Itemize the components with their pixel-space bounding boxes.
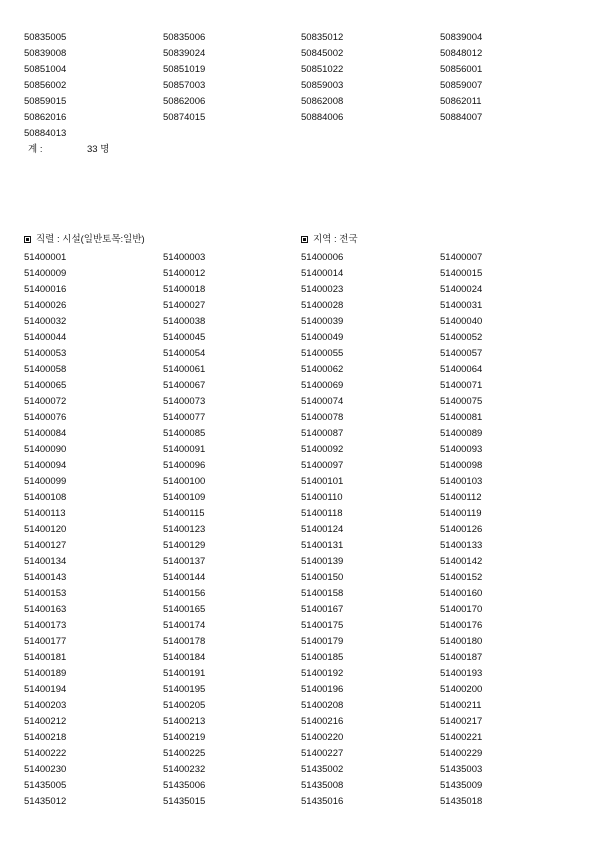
- id-cell: 50856002: [24, 80, 67, 91]
- total-label: 계 :: [28, 144, 43, 155]
- id-cell: 51400129: [163, 540, 206, 551]
- id-cell: 51400075: [440, 396, 483, 407]
- id-cell: 51435012: [24, 796, 67, 807]
- id-cell: 50884013: [24, 128, 67, 139]
- id-cell: 51400173: [24, 620, 67, 631]
- id-cell: 51400203: [24, 700, 67, 711]
- id-cell: 51400089: [440, 428, 483, 439]
- id-cell: 51400045: [163, 332, 206, 343]
- job-category-label: 직렬 : 시설(일반토목:일반): [36, 234, 145, 245]
- id-cell: 51400039: [301, 316, 344, 327]
- id-cell: 51400181: [24, 652, 67, 663]
- id-cell: 51400213: [163, 716, 206, 727]
- id-cell: 51400143: [24, 572, 67, 583]
- id-cell: 51400072: [24, 396, 67, 407]
- id-cell: 51400053: [24, 348, 67, 359]
- id-cell: 51400163: [24, 604, 67, 615]
- id-cell: 51400101: [301, 476, 344, 487]
- id-cell: 51435015: [163, 796, 206, 807]
- id-cell: 51400118: [301, 508, 343, 519]
- id-cell: 51400003: [163, 252, 206, 263]
- id-cell: 51400185: [301, 652, 344, 663]
- id-cell: 51400142: [440, 556, 483, 567]
- id-cell: 51400098: [440, 460, 483, 471]
- id-cell: 51400057: [440, 348, 483, 359]
- id-cell: 51400126: [440, 524, 483, 535]
- id-cell: 51400115: [163, 508, 205, 519]
- id-cell: 51400006: [301, 252, 344, 263]
- id-cell: 51400180: [440, 636, 483, 647]
- id-cell: 50839004: [440, 32, 483, 43]
- square-bullet-icon: [301, 236, 308, 243]
- id-cell: 51400097: [301, 460, 344, 471]
- id-cell: 51435005: [24, 780, 67, 791]
- id-cell: 51400108: [24, 492, 67, 503]
- total-row: [28, 142, 109, 158]
- id-cell: 51400195: [163, 684, 206, 695]
- id-cell: 51400123: [163, 524, 206, 535]
- id-cell: 51435016: [301, 796, 344, 807]
- id-cell: 51400094: [24, 460, 67, 471]
- id-cell: 51435003: [440, 764, 483, 775]
- id-cell: 51400009: [24, 268, 67, 279]
- id-cell: 50835012: [301, 32, 344, 43]
- id-cell: 50835006: [163, 32, 206, 43]
- id-cell: 51400023: [301, 284, 344, 295]
- id-cell: 50862011: [440, 96, 482, 107]
- square-bullet-icon: [24, 236, 31, 243]
- id-cell: 51400073: [163, 396, 206, 407]
- id-cell: 51400049: [301, 332, 344, 343]
- id-cell: 51400137: [163, 556, 206, 567]
- id-cell: 51400112: [440, 492, 482, 503]
- id-cell: 51400170: [440, 604, 483, 615]
- id-cell: 51400174: [163, 620, 206, 631]
- id-cell: 51400150: [301, 572, 344, 583]
- id-cell: 51400016: [24, 284, 67, 295]
- id-cell: 51435018: [440, 796, 483, 807]
- id-cell: 51400061: [163, 364, 206, 375]
- id-cell: 51400227: [301, 748, 344, 759]
- id-cell: 50857003: [163, 80, 206, 91]
- id-cell: 51400087: [301, 428, 344, 439]
- id-cell: 51400217: [440, 716, 483, 727]
- id-cell: 51400120: [24, 524, 67, 535]
- id-cell: 51400077: [163, 412, 206, 423]
- id-cell: 51400221: [440, 732, 483, 743]
- id-cell: 51400160: [440, 588, 483, 599]
- id-cell: 51400085: [163, 428, 206, 439]
- id-cell: 51400074: [301, 396, 344, 407]
- id-cell: 51400205: [163, 700, 206, 711]
- id-cell: 51400001: [24, 252, 67, 263]
- id-cell: 51435009: [440, 780, 483, 791]
- id-cell: 51400018: [163, 284, 206, 295]
- id-cell: 51400220: [301, 732, 344, 743]
- id-cell: 51400084: [24, 428, 67, 439]
- id-cell: 51400076: [24, 412, 67, 423]
- id-cell: 50862006: [163, 96, 206, 107]
- id-cell: 50851019: [163, 64, 206, 75]
- id-cell: 50851022: [301, 64, 344, 75]
- id-cell: 51400007: [440, 252, 483, 263]
- id-cell: 50845002: [301, 48, 344, 59]
- id-cell: 51400067: [163, 380, 206, 391]
- id-cell: 51400028: [301, 300, 344, 311]
- id-cell: 51400208: [301, 700, 344, 711]
- id-cell: 51400026: [24, 300, 67, 311]
- id-cell: 51400158: [301, 588, 344, 599]
- id-cell: 50839024: [163, 48, 206, 59]
- id-cell: 51400200: [440, 684, 483, 695]
- id-cell: 51400178: [163, 636, 206, 647]
- id-cell: 51435002: [301, 764, 344, 775]
- id-cell: 50856001: [440, 64, 483, 75]
- id-cell: 50839008: [24, 48, 67, 59]
- top-id-grid: [24, 30, 564, 142]
- id-cell: 51400044: [24, 332, 67, 343]
- id-cell: 51400081: [440, 412, 483, 423]
- bottom-id-grid: [24, 250, 564, 810]
- id-cell: 51400093: [440, 444, 483, 455]
- id-cell: 51400216: [301, 716, 344, 727]
- id-cell: 51400015: [440, 268, 483, 279]
- id-cell: 51400064: [440, 364, 483, 375]
- id-cell: 51400032: [24, 316, 67, 327]
- id-cell: 51400177: [24, 636, 67, 647]
- id-cell: 51400184: [163, 652, 206, 663]
- id-cell: 51400144: [163, 572, 206, 583]
- id-cell: 51400196: [301, 684, 344, 695]
- id-cell: 51400062: [301, 364, 344, 375]
- id-cell: 51400109: [163, 492, 206, 503]
- id-cell: 51400194: [24, 684, 67, 695]
- id-cell: 51435008: [301, 780, 344, 791]
- id-cell: 51400110: [301, 492, 343, 503]
- region-label: 지역 : 전국: [313, 234, 358, 245]
- id-cell: 51400133: [440, 540, 483, 551]
- id-cell: 51400222: [24, 748, 67, 759]
- id-cell: 51400165: [163, 604, 206, 615]
- id-cell: 51400175: [301, 620, 344, 631]
- id-cell: 51400187: [440, 652, 483, 663]
- id-cell: 51400212: [24, 716, 67, 727]
- id-cell: 51400096: [163, 460, 206, 471]
- id-cell: 51400193: [440, 668, 483, 679]
- id-cell: 50862008: [301, 96, 344, 107]
- id-cell: 51400192: [301, 668, 344, 679]
- id-cell: 50884006: [301, 112, 344, 123]
- id-cell: 51400219: [163, 732, 206, 743]
- id-cell: 51400040: [440, 316, 483, 327]
- id-cell: 51400230: [24, 764, 67, 775]
- id-cell: 51400014: [301, 268, 344, 279]
- id-cell: 51400038: [163, 316, 206, 327]
- id-cell: 50874015: [163, 112, 206, 123]
- id-cell: 51400024: [440, 284, 483, 295]
- id-cell: 51400055: [301, 348, 344, 359]
- id-cell: 50848012: [440, 48, 483, 59]
- id-cell: 51400054: [163, 348, 206, 359]
- id-cell: 51400134: [24, 556, 67, 567]
- id-cell: 50859015: [24, 96, 67, 107]
- id-cell: 51400031: [440, 300, 483, 311]
- id-cell: 51400065: [24, 380, 67, 391]
- id-cell: 51400078: [301, 412, 344, 423]
- id-cell: 50859003: [301, 80, 344, 91]
- id-cell: 51400179: [301, 636, 344, 647]
- region-header: [301, 232, 358, 248]
- total-value: 33 명: [87, 144, 110, 155]
- id-cell: 51400127: [24, 540, 67, 551]
- id-cell: 51400211: [440, 700, 482, 711]
- id-cell: 51400090: [24, 444, 67, 455]
- id-cell: 51400119: [440, 508, 482, 519]
- id-cell: 51400091: [163, 444, 206, 455]
- id-cell: 51400139: [301, 556, 344, 567]
- id-cell: 50851004: [24, 64, 67, 75]
- id-cell: 50835005: [24, 32, 67, 43]
- id-cell: 51400113: [24, 508, 66, 519]
- id-cell: 51400092: [301, 444, 344, 455]
- id-cell: 51400176: [440, 620, 483, 631]
- id-cell: 51400027: [163, 300, 206, 311]
- id-cell: 51400232: [163, 764, 206, 775]
- id-cell: 51400152: [440, 572, 483, 583]
- id-cell: 51400225: [163, 748, 206, 759]
- id-cell: 51435006: [163, 780, 206, 791]
- id-cell: 51400058: [24, 364, 67, 375]
- job-category-header: [24, 232, 145, 248]
- id-cell: 51400100: [163, 476, 206, 487]
- id-cell: 51400218: [24, 732, 67, 743]
- id-cell: 51400103: [440, 476, 483, 487]
- id-cell: 50862016: [24, 112, 67, 123]
- id-cell: 50859007: [440, 80, 483, 91]
- id-cell: 51400167: [301, 604, 344, 615]
- id-cell: 51400131: [301, 540, 344, 551]
- id-cell: 51400156: [163, 588, 206, 599]
- id-cell: 51400189: [24, 668, 67, 679]
- id-cell: 51400099: [24, 476, 67, 487]
- id-cell: 51400229: [440, 748, 483, 759]
- id-cell: 51400124: [301, 524, 344, 535]
- id-cell: 51400153: [24, 588, 67, 599]
- id-cell: 50884007: [440, 112, 483, 123]
- id-cell: 51400069: [301, 380, 344, 391]
- id-cell: 51400191: [163, 668, 206, 679]
- id-cell: 51400071: [440, 380, 483, 391]
- id-cell: 51400012: [163, 268, 206, 279]
- id-cell: 51400052: [440, 332, 483, 343]
